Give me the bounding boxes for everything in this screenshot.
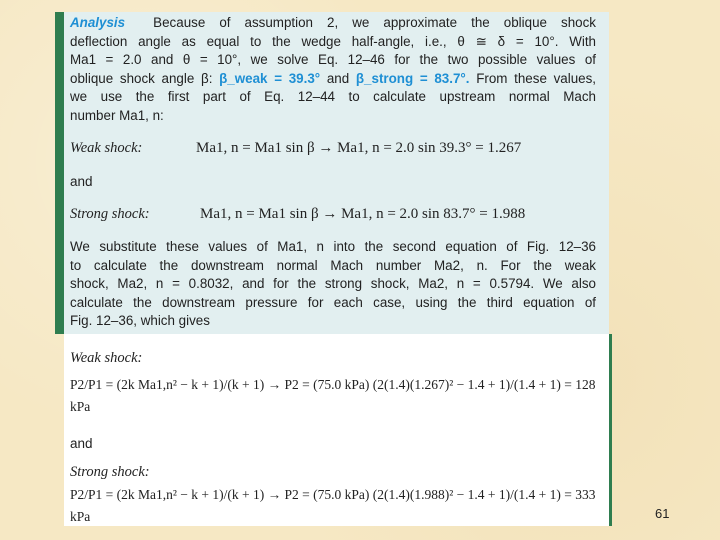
analysis-line-3: Ma1 = 2.0 and θ = 10°, we solve Eq. 12–46 for the two possible values of (70, 52, 596, 68)
analysis-line-4: oblique shock angle β: β_weak = 39.3° and β_strong = 83.7°. From these values, (70, 70, 597, 86)
page-number: 61 (655, 506, 670, 521)
strong-shock-equation-2: P2/P1 = (2k Ma1,n² − k + 1)/(k + 1) → P2 = (75.0 kPa) (2(1.4)(1.988)² − 1.4 + 1)/(1.4 + 1) = 333 kPa (70, 487, 596, 524)
weak-shock-label-1: Weak shock: (70, 140, 143, 156)
analysis-label: Analysis (70, 15, 126, 30)
left-accent-strip (55, 12, 64, 334)
beta-weak-value: β_weak = 39.3° (219, 70, 321, 86)
analysis-section (64, 12, 609, 334)
substitute-line-3: shock, Ma2, n = 0.8032, and for the strong shock, Ma2, n = 0.5794. We also (70, 276, 596, 292)
substitute-paragraph (70, 238, 596, 331)
strong-shock-label-1: Strong shock: (70, 206, 150, 222)
beta-strong-value: β_strong = 83.7°. (355, 70, 470, 86)
weak-shock-equation-1: Ma1, n = Ma1 sin β → Ma1, n = 2.0 sin 39.3° = 1.267 (196, 140, 522, 156)
analysis-paragraph (70, 14, 596, 126)
strong-shock-equation-1: Ma1, n = Ma1 sin β → Ma1, n = 2.0 sin 83.7° = 1.988 (200, 206, 526, 222)
textbook-excerpt (64, 12, 609, 526)
substitute-line-5: Fig. 12–36, which gives (70, 313, 210, 329)
analysis-line-2: deflection angle as equal to the wedge half-angle, i.e., θ ≅ δ = 10°. With (70, 33, 596, 49)
weak-shock-equation-2: P2/P1 = (2k Ma1,n² − k + 1)/(k + 1) → P2 = (75.0 kPa) (2(1.4)(1.267)² − 1.4 + 1)/(1.4 + 1) = 128 kPa (70, 377, 596, 414)
analysis-line-6: number Ma1, n: (70, 107, 164, 123)
analysis-line-5: we use the first part of Eq. 12–44 to calculate upstream normal Mach (70, 89, 596, 105)
and-connector-1: and (70, 174, 93, 189)
pressure-section (64, 334, 603, 526)
substitute-line-1: We substitute these values of Ma1, n into the second equation of Fig. 12–36 (70, 239, 596, 254)
strong-shock-label-2: Strong shock: (70, 464, 150, 480)
substitute-line-2: to calculate the downstream normal Mach number Ma2, n. For the weak (70, 257, 596, 273)
and-connector-2: and (70, 436, 93, 451)
analysis-line-1: Analysis Because of assumption 2, we approximate the oblique shock (70, 15, 596, 30)
weak-shock-label-2: Weak shock: (70, 350, 143, 366)
substitute-line-4: calculate the downstream pressure for each case, using the third equation of (70, 294, 596, 310)
